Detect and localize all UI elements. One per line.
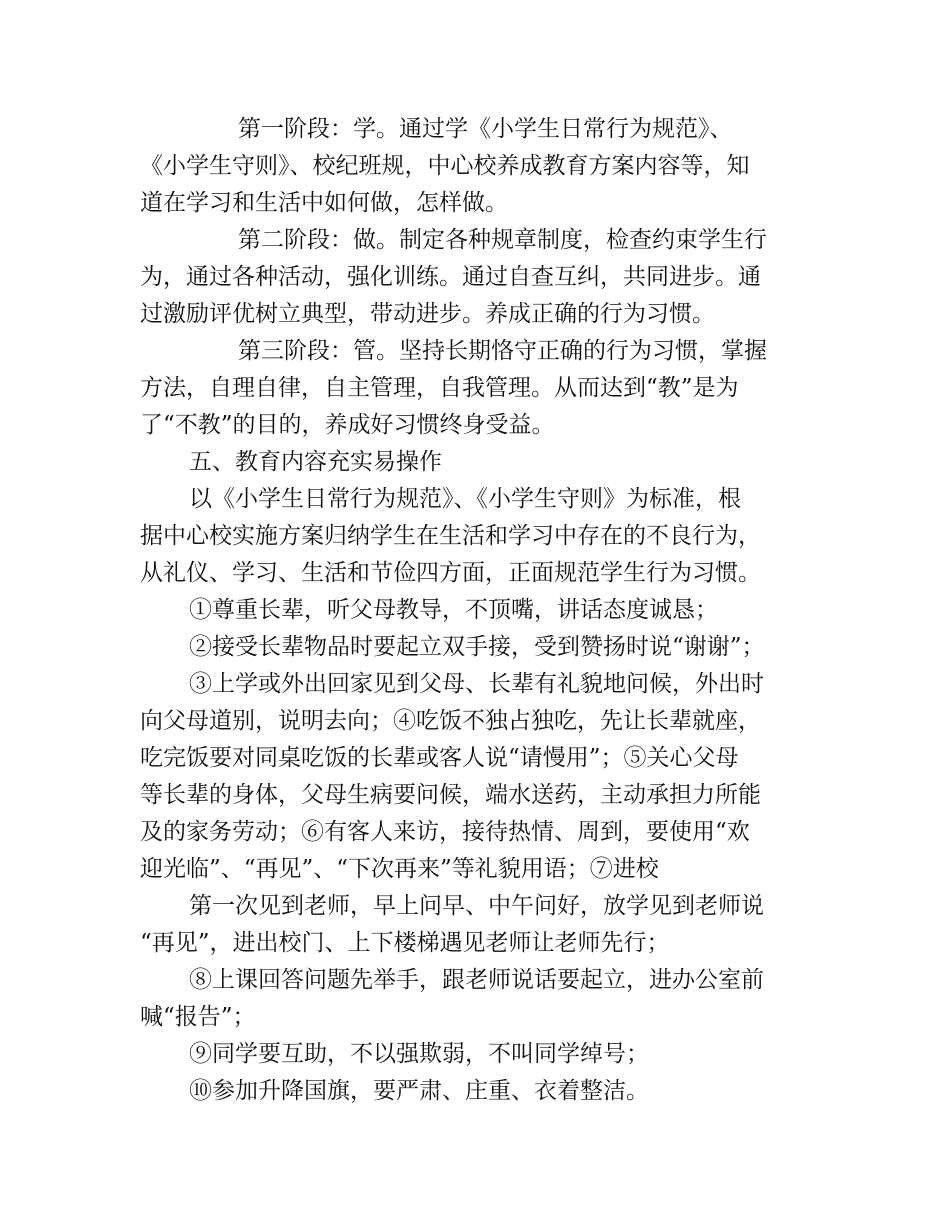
section-five-heading: 五、教育内容充实易操作 (189, 449, 442, 475)
rule-8-line-2: 喊“报告”； (140, 1004, 256, 1030)
rule-2: ②接受长辈物品时要起立双手接，受到赞扬时说“谢谢”； (189, 634, 765, 660)
rule-3-line-5: 及的家务劳动；⑥有客人来访，接待热情、周到，要使用“欢 (140, 819, 750, 845)
standard-line-1: 以《小学生日常行为规范》、《小学生守则》为标准，根 (189, 486, 741, 512)
stage-three-line-1: 第三阶段：管。坚持长期恪守正确的行为习惯，掌握 (238, 338, 767, 364)
rule-3-line-1: ③上学或外出回家见到父母、长辈有礼貌地问候，外出时 (189, 671, 764, 697)
stage-three-line-2: 方法，自理自律，自主管理，自我管理。从而达到“教”是为 (140, 375, 739, 401)
rule-9: ⑨同学要互助，不以强欺弱，不叫同学绰号； (189, 1041, 649, 1067)
rule-3-line-3: 吃完饭要对同桌吃饭的长辈或客人说“请慢用”；⑤关心父母 (140, 745, 739, 771)
teacher-greeting-line-1: 第一次见到老师，早上问早、中午问好，放学见到老师说 (189, 893, 764, 919)
stage-two-line-2: 为，通过各种活动，强化训练。通过自查互纠，共同进步。通 (140, 264, 761, 290)
rule-3-line-4: 等长辈的身体，父母生病要问候，端水送药，主动承担力所能 (140, 782, 761, 808)
stage-one-line-3: 道在学习和生活中如何做，怎样做。 (140, 190, 508, 216)
rule-1: ①尊重长辈，听父母教导，不顶嘴，讲话态度诚恳； (189, 597, 718, 623)
stage-two-line-3: 过激励评优树立典型，带动进步。养成正确的行为习惯。 (140, 301, 715, 327)
rule-3-line-2: 向父母道别，说明去向；④吃饭不独占独吃，先让长辈就座， (140, 708, 761, 734)
standard-line-3: 从礼仪、学习、生活和节俭四方面，正面规范学生行为习惯。 (140, 560, 761, 586)
stage-one-line-1: 第一阶段：学。通过学《小学生日常行为规范》、 (238, 116, 733, 142)
rule-10: ⑩参加升降国旗，要严肃、庄重、衣着整洁。 (189, 1078, 649, 1104)
teacher-greeting-line-2: “再见”，进出校门、上下楼梯遇见老师让老师先行； (140, 930, 670, 956)
standard-line-2: 据中心校实施方案归纳学生在生活和学习中存在的不良行为， (140, 523, 761, 549)
document-body (140, 111, 767, 1110)
stage-three-line-3: 了“不教”的目的，养成好习惯终身受益。 (140, 412, 555, 438)
stage-one-line-2: 《小学生守则》、校纪班规，中心校养成教育方案内容等，知 (140, 153, 750, 179)
stage-two-line-1: 第二阶段：做。制定各种规章制度，检查约束学生行 (238, 227, 767, 253)
rule-8-line-1: ⑧上课回答问题先举手，跟老师说话要起立，进办公室前 (189, 967, 764, 993)
rule-3-line-6: 迎光临”、“再见”、“下次再来”等礼貌用语；⑦进校 (140, 856, 659, 882)
